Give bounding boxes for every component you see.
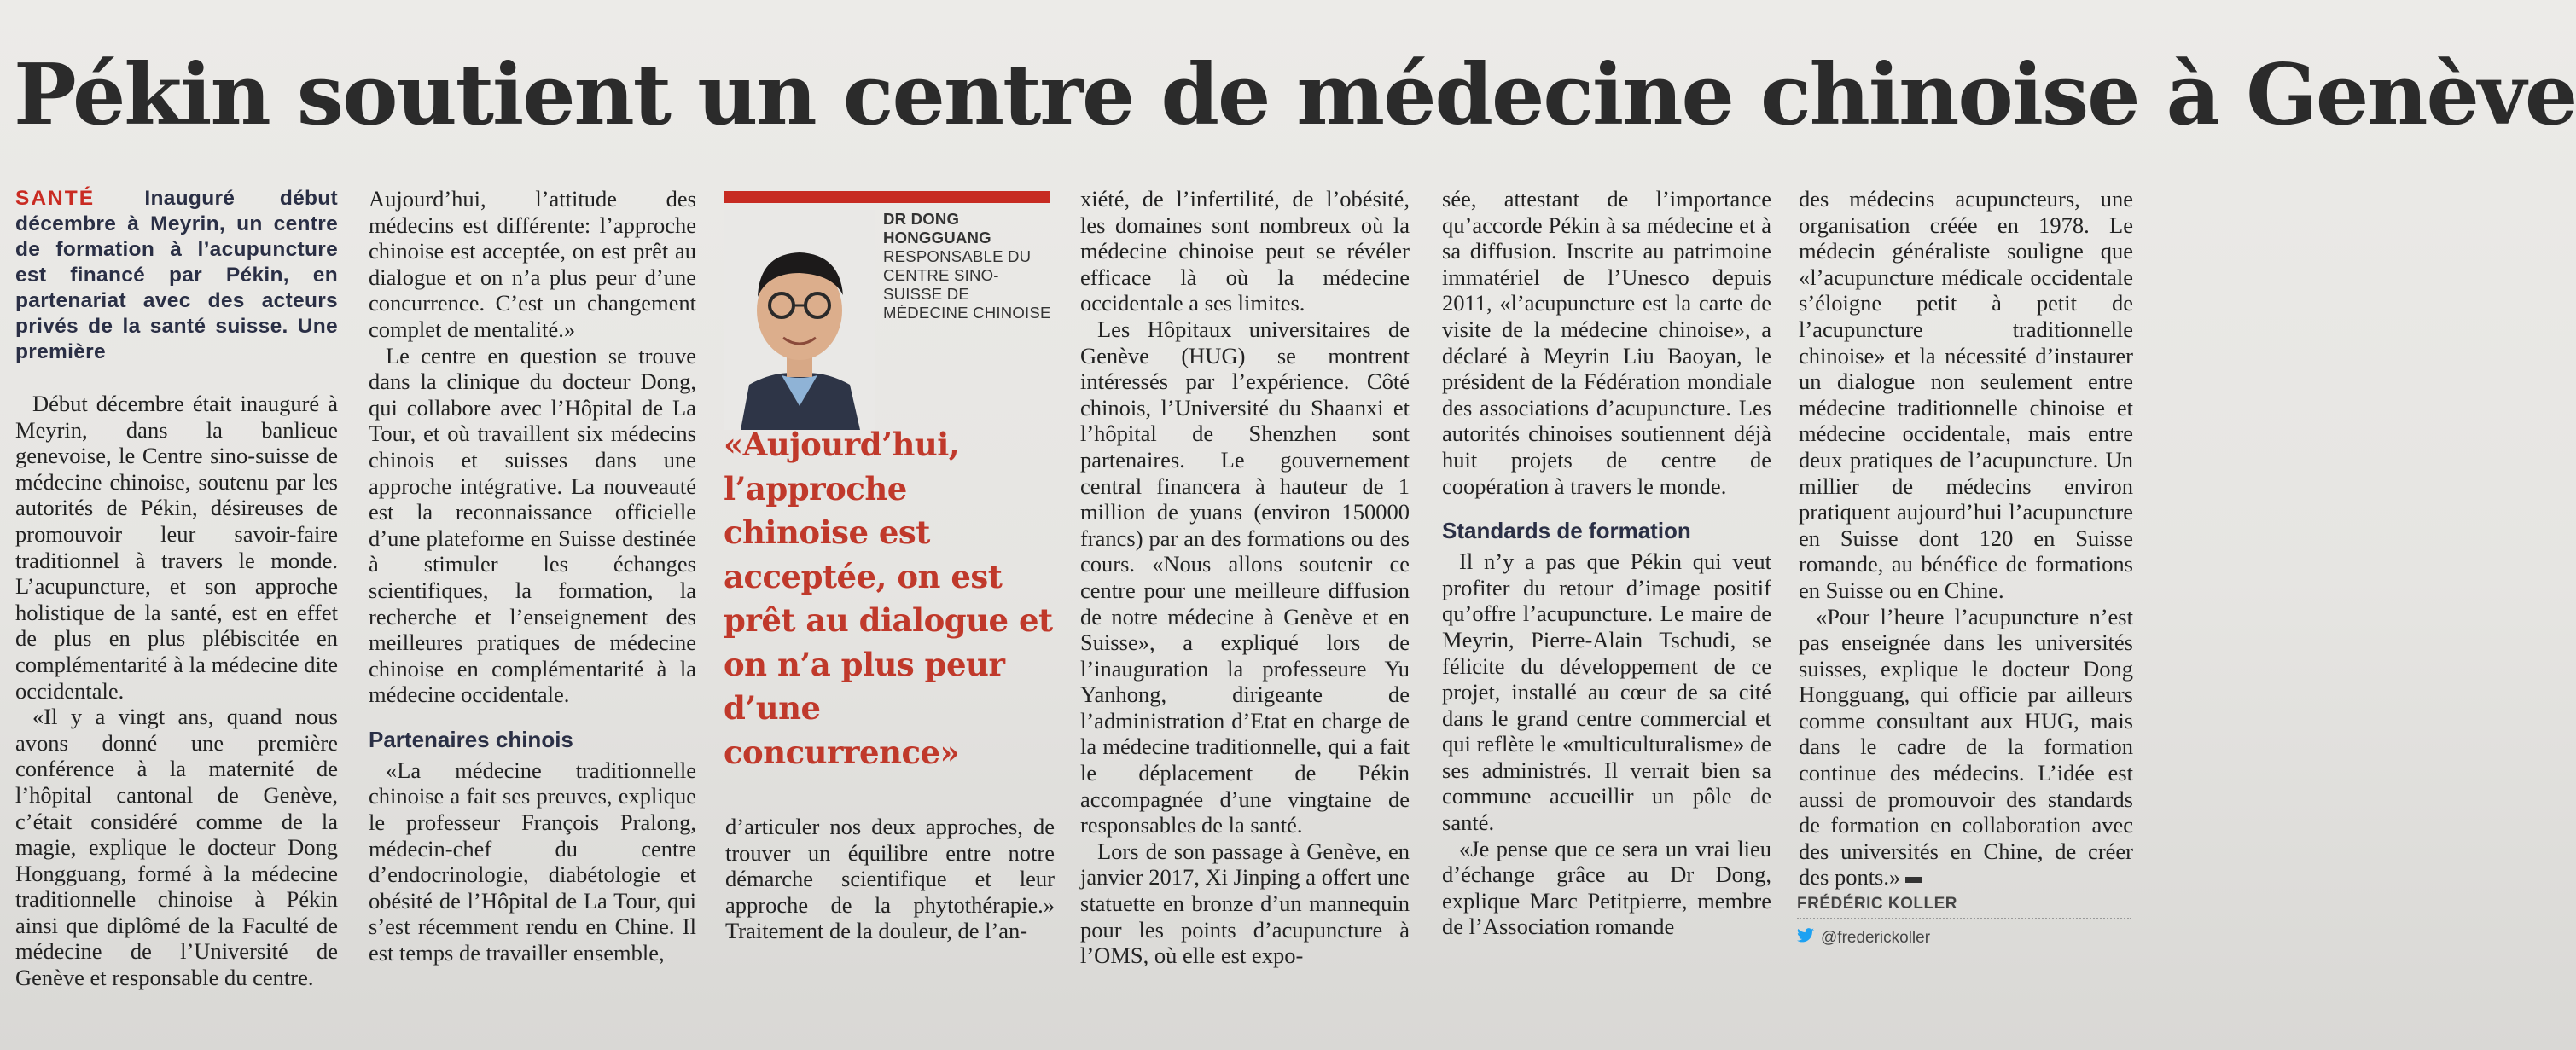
subhead: Partenaires chinois [369,726,573,752]
caption-role: RESPONSABLE DU CENTRE SINO-SUISSE DE MÉDECINE CHINOISE [883,247,1051,322]
twitter-bird-icon [1797,928,1814,948]
pull-quote-box [724,191,1053,771]
paragraph: Lors de son passage à Genève, en janvier 2017, Xi Jinping a offert une statuette en bronze d’un mannequin pour les points d’acupuncture à l’OMS, où elle est expo- [1080,838,1410,969]
column-2 [369,186,696,966]
paragraph: d’articuler nos deux approches, de trouver un équilibre entre notre démarche scientifique et leur approche de la phytothérapie.» Traitement de la douleur, de l’an- [725,814,1055,944]
paragraph: sée, attestant de l’importance qu’accorde Pékin à sa médecine et à sa diffusion. Inscrite au patrimoine immatériel de l’Unesco depuis 2011, «l’acupuncture est la carte de visite de la médecine chinoise», a déclaré à Meyrin Liu Baoyan, le président de la Fédération mondiale des associations d’acupuncture. Les autorités chinoises soutiennent déjà huit projets de centre de coopération à travers le monde. [1442,186,1771,499]
author-name: FRÉDÉRIC KOLLER [1797,895,2131,919]
lede-text: Inauguré début décembre à Meyrin, un centre de formation à l’acupuncture est financé par Pékin, en partenariat avec des acteurs privés de la santé suisse. Une première [15,187,338,363]
article-headline: Pékin soutient un centre de médecine chinoise à Genève [14,46,2576,144]
paragraph [1799,604,2133,891]
paragraph: Il n’y a pas que Pékin qui veut profiter du retour d’image positif qu’offre l’acupuncture. Le maire de Meyrin, Pierre-Alain Tschudi, se félicite du développement de ce projet, installé au cœur de sa cité dans le grand centre commercial et qui reflète le «multiculturalisme» de ses administrés. Il verrait bien sa commune accueillir un pôle de santé. [1442,548,1771,836]
paragraph: «Il y a vingt ans, quand nous avons donné une première conférence à la maternité de l’hôpital cantonal de Genève, c’était considéré comme de la magie, explique le docteur Dong Hongguang, formé à la médecine traditionnelle chinoise à Pékin ainsi que diplômé de la Faculté de médecine de l’Université de Genève et responsable du centre. [15,704,338,991]
paragraph: «Je pense que ce sera un vrai lieu d’échange grâce au Dr Dong, explique Marc Petitpierre, membre de l’Association romande [1442,835,1771,940]
byline [1797,895,2131,948]
caption-name: DR DONG HONGGUANG [883,210,991,247]
column-3-continued [725,814,1055,944]
paragraph: xiété, de l’infertilité, de l’obésité, les domaines sont nombreux où la médecine chinoise peut se révéler efficace là où la médecine occidentale a ses limites. [1080,186,1410,316]
paragraph: Aujourd’hui, l’attitude des médecins est différente: l’approche chinoise est acceptée, on est prêt au dialogue et on n’a plus peur d’une concurrence. C’est un changement complet de mentalité.» [369,186,696,342]
red-rule [724,191,1050,203]
end-of-article-mark [1905,877,1922,883]
paragraph: Les Hôpitaux universitaires de Genève (HUG) se montrent intéressés par l’expérience. Côté chinois, l’Université du Shaanxi et l’hôpital de Shenzhen sont partenaires. Le gouvernement central financera à hauteur de 1 million de yuans (environ 150000 francs) par an des formations ou des cours. «Nous allons soutenir ce centre pour une meilleure diffusion de notre médecine à Genève et en Suisse», a expliqué lors de l’inauguration la professeure Yu Yanhong, dirigeante de l’administration d’Etat en charge de la médecine traditionnelle, qui a fait le déplacement de Pékin accompagnée d’une vingtaine de responsables de la santé. [1080,316,1410,838]
paragraph: Début décembre était inauguré à Meyrin, dans la banlieue genevoise, le Centre sino-suisse de médecine chinoise, soutenu par les autorités de Pékin, désireuses de promouvoir leur savoir-faire traditionnel à travers le monde. L’acupuncture, et son approche holistique de la santé, est en effet de plus en plus plébiscitée en complémentarité à la médecine dite occidentale. [15,391,338,704]
column-5 [1442,186,1771,940]
paragraph: des médecins acupuncteurs, une organisation créée en 1978. Le médecin généraliste souligne que «l’acupuncture médicale occidentale s’éloigne petit à petit de l’acupuncture traditionnelle chinoise» et la nécessité d’instaurer un dialogue non seulement entre médecine traditionnelle chinoise et médecine occidentale, mais entre deux pratiques de l’acupuncture. Un millier de médecins environ pratiquent aujourd’hui l’acupuncture en Suisse dont 120 en Suisse romande, au bénéfice de formations en Suisse ou en Chine. [1799,186,2133,603]
paragraph: Le centre en question se trouve dans la clinique du docteur Dong, qui collabore avec l’Hôpital de La Tour, et où travaillent six médecins chinois et suisses dans une approche intégrative. La nouveauté est la reconnaissance officielle d’une plateforme en Suisse destinée à stimuler les échanges scientifiques, la formation, la recherche et l’enseignement des meilleures pratiques de médecine chinoise en complémentarité à la médecine occidentale. [369,342,696,708]
article-lede [15,186,338,365]
photo-caption [883,210,1054,322]
section-kicker: SANTÉ [15,187,96,210]
column-6 [1799,186,2133,890]
twitter-handle[interactable]: @frederickoller [1821,928,1931,947]
twitter-handle-row [1797,928,2131,948]
paragraph: «La médecine traditionnelle chinoise a fait ses preuves, explique le professeur François Pralong, médecin-chef du centre d’endocrinologie, diabétologie et obésité de l’Hôpital de La Tour, qui s’est récemment rendu en Chine. Il est temps de travailler ensemble, [369,757,696,966]
column-4 [1080,186,1410,969]
paragraph-text: «Pour l’heure l’acupuncture n’est pas enseignée dans les universités suisses, explique le docteur Dong Hongguang, qui officie par ailleurs comme consultant aux HUG, mais dans le cadre de la formation continue des médecins. L’idée est aussi de promouvoir des standards de formation en collaboration avec des universités en Chine, de créer des ponts.» [1799,603,2133,890]
pull-quote: «Aujourd’hui, l’approche chinoise est acceptée, on est prêt au dialogue et on n’a plus peur d’une concurrence» [724,426,1053,771]
subhead: Standards de formation [1442,518,1691,544]
column-1 [15,186,338,991]
portrait-photo [724,210,875,430]
